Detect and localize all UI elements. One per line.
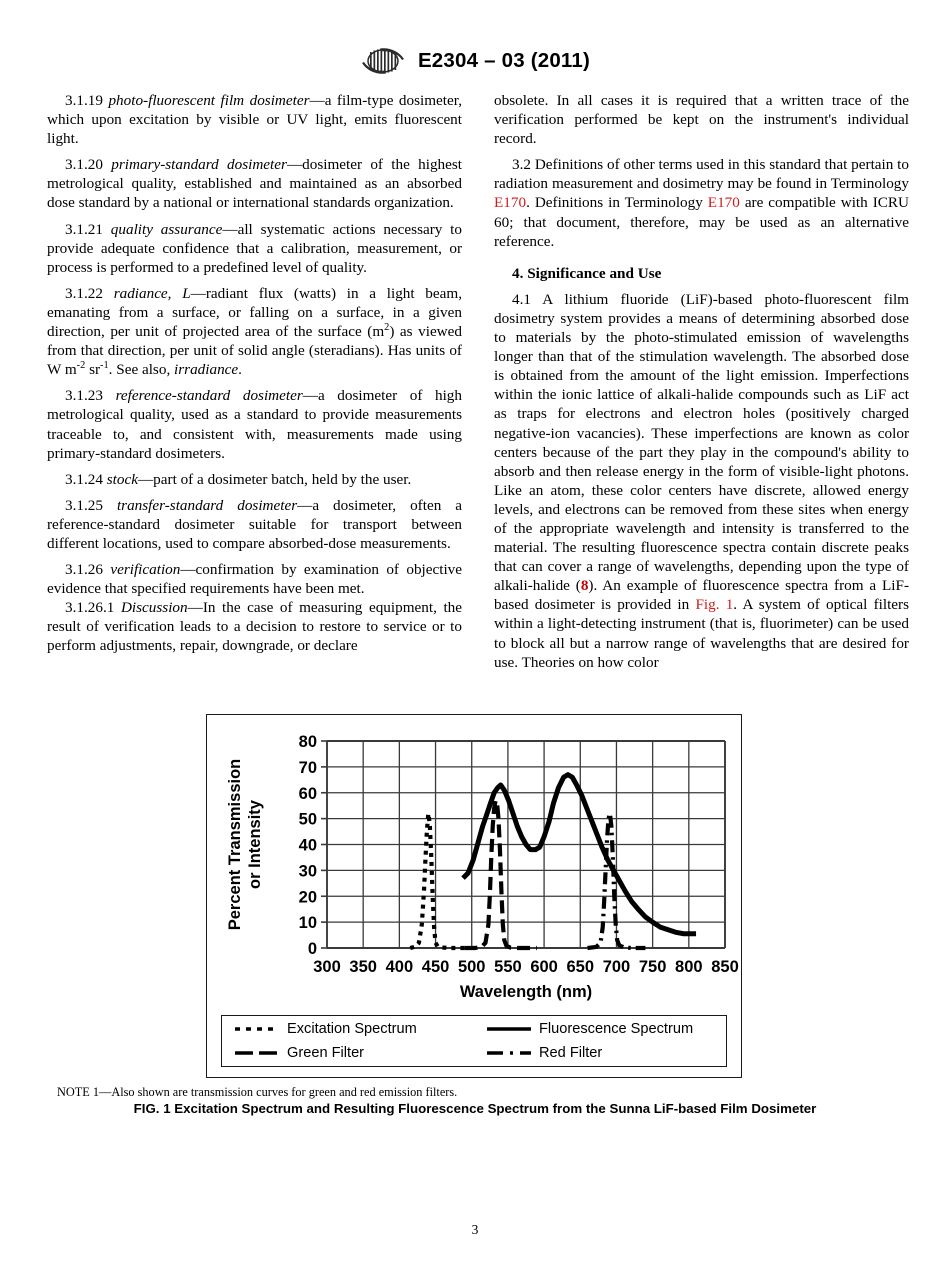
- svg-text:750: 750: [638, 958, 667, 976]
- definition-3-1-24: [47, 470, 462, 489]
- legend-label-excitation: Excitation Spectrum: [287, 1021, 417, 1037]
- standard-designation: E2304 – 03 (2011): [417, 49, 591, 72]
- dash-dot-line-icon: [486, 1048, 532, 1058]
- defined-term: transfer-standard dosimeter: [116, 496, 298, 514]
- defined-term: stock: [106, 470, 138, 488]
- defined-term: quality assurance: [110, 220, 223, 238]
- definition-3-1-26: [47, 560, 462, 598]
- clause-number: 3.1.25: [65, 496, 103, 514]
- svg-text:70: 70: [298, 758, 317, 777]
- svg-text:400: 400: [385, 958, 414, 976]
- page-number: 3: [471, 1222, 479, 1237]
- legend-item-red-filter: [474, 1041, 726, 1065]
- legend-label-green-filter: Green Filter: [287, 1045, 365, 1061]
- paragraph-text: are compatible with ICRU 60; that document, therefore, may be used as an alternative reference.: [494, 194, 909, 250]
- svg-text:550: 550: [494, 958, 522, 976]
- note-text: —Also shown are transmission curves for green and red emission filters.: [99, 1085, 458, 1099]
- clause-number: 3.1.22: [65, 284, 103, 302]
- reference-number-8[interactable]: 8: [580, 577, 589, 595]
- definition-body: —part of a dosimeter batch, held by the user.: [137, 470, 412, 488]
- definition-body: —all systematic actions necessary to provide adequate confidence that a calibration, measurement, or process is performed to a predefined level of quality.: [47, 220, 463, 276]
- definition-body: —confirmation by examination of objective evidence that specified requirements have been met.: [47, 561, 463, 598]
- left-column: [47, 91, 462, 672]
- dotted-line-icon: [234, 1024, 280, 1034]
- definition-3-1-26-1: [47, 598, 462, 655]
- svg-text:Wavelength (nm): Wavelength (nm): [459, 983, 593, 1001]
- paragraph-text: A lithium fluoride (LiF)-based photo-fluorescent film dosimetry system provides a means of determining absorbed dose to materials by the photo-stimulated emission of wavelengths longer than that of the stimulation wavelength. The absorbed dose is obtained from the amount of the light emission. Imperfections within the ionic lattice of alkali-halide compounds such as LiF act as traps for electrons and electron holes (positively charged negative-ion vacancies). These imperfections are known as color centers because of the part they play in the compound's ability to absorb and then release energy in the form of visible-light photons. Like an atom, these color centers have discrete, allowed energy levels, and electrons can be removed from these sites when energy of the appropriate wavelength and intensity is transferred to the material. The resulting fluorescence spectra contain discrete peaks that can cover a range of wavelengths, depending upon the type of alkali-halide (: [494, 290, 909, 595]
- dashed-line-icon: [234, 1048, 280, 1058]
- svg-text:20: 20: [298, 888, 317, 907]
- clause-number: 3.1.26.1: [65, 599, 115, 617]
- definition-3-1-21: [47, 220, 462, 277]
- definition-3-1-20: [47, 155, 462, 212]
- paragraph-4-1: [494, 290, 909, 672]
- legend-item-fluorescence: [474, 1017, 726, 1041]
- definition-body: —a film-type dosimeter, which upon excitation by visible or UV light, emits fluorescent light.: [47, 92, 462, 148]
- figure-note: [57, 1085, 907, 1100]
- svg-text:50: 50: [298, 810, 317, 829]
- svg-text:600: 600: [530, 958, 558, 976]
- clause-number: 4.1: [512, 290, 531, 308]
- clause-number: 3.1.26: [65, 561, 103, 579]
- page-header: [0, 46, 950, 76]
- definition-body: —dosimeter of the highest metrological quality, established and maintained as an absorbed dose standard by a national or international standards organization.: [47, 156, 463, 212]
- legend-item-green-filter: [222, 1041, 474, 1065]
- section-heading-4: 4. Significance and Use: [512, 264, 662, 282]
- svg-text:80: 80: [298, 733, 317, 751]
- svg-text:700: 700: [602, 958, 631, 976]
- paragraph-text: ). An example of fluorescence spectra from a LiF-based dosimeter is provided in: [494, 577, 909, 614]
- link-figure-1[interactable]: Fig. 1: [695, 596, 734, 614]
- figure-caption: FIG. 1 Excitation Spectrum and Resulting Fluorescence Spectrum from the Sunna LiF-based Film Dosimeter: [133, 1101, 817, 1116]
- definition-3-1-25: [47, 496, 462, 553]
- spectra-chart: [207, 715, 741, 1005]
- astm-logo-icon: [360, 46, 406, 76]
- defined-term: Discussion: [120, 599, 188, 617]
- defined-term: reference-standard dosimeter: [115, 387, 303, 405]
- link-e170-first[interactable]: E170: [494, 194, 527, 212]
- definition-3-1-19: [47, 91, 462, 148]
- clause-number: 3.1.24: [65, 470, 103, 488]
- definition-body: —In the case of measuring equipment, the result of verification leads to a decision to restore to service or to perform adjustments, repair, downgrade, or declare: [47, 599, 463, 655]
- svg-text:850: 850: [711, 958, 739, 976]
- definition-3-1-22: 3.1.22 radiance, L—radiant flux (watts) in a light beam, emanating from a surface, or falling on a surface, in a given direction, per unit of projected area of the surface $(m^2)$ as viewed from that direction, per unit of solid angle (steradians). Has units of W $m^{-2}$ $sr^{-1}$. See also, irradiance.: [47, 284, 462, 379]
- paragraph-text: . Definitions in Terminology: [526, 194, 708, 212]
- paragraph-text: Definitions of other terms used in this standard that pertain to radiation measurement and dosimetry may be found in Terminology: [494, 156, 909, 193]
- svg-text:60: 60: [298, 784, 317, 803]
- legend-item-excitation: [222, 1017, 474, 1041]
- body-columns: [47, 91, 909, 672]
- clause-number: 3.1.20: [65, 156, 103, 174]
- svg-text:450: 450: [421, 958, 450, 976]
- definition-3-1-23: [47, 386, 462, 462]
- svg-text:500: 500: [457, 958, 486, 976]
- solid-line-icon: [486, 1024, 532, 1034]
- note-label: NOTE 1: [57, 1085, 100, 1099]
- definition-body: —a dosimeter, often a reference-standard dosimeter suitable for transport between different locations, used to compare absorbed-dose measurements.: [47, 496, 463, 552]
- defined-term: primary-standard dosimeter: [111, 156, 287, 174]
- paragraph-continuation: obsolete. In all cases it is required that a written trace of the verification performed be kept on the instrument's individual record.: [494, 92, 909, 148]
- legend-label-fluorescence: Fluorescence Spectrum: [539, 1021, 694, 1037]
- clause-number: 3.2: [512, 156, 531, 174]
- defined-term: verification: [110, 561, 181, 579]
- clause-number: 3.1.21: [65, 220, 103, 238]
- defined-term: radiance, L: [113, 284, 191, 302]
- svg-text:0: 0: [307, 940, 317, 958]
- svg-text:30: 30: [298, 862, 317, 881]
- figure-1-container: [206, 714, 742, 1078]
- clause-number: 3.1.23: [65, 387, 103, 405]
- right-column: [494, 91, 909, 672]
- chart-legend: [221, 1015, 727, 1067]
- defined-term: photo-fluorescent film dosimeter: [108, 92, 310, 109]
- link-e170-second[interactable]: E170: [707, 194, 740, 212]
- clause-number: 3.1.19: [65, 92, 103, 109]
- svg-text:350: 350: [349, 958, 377, 976]
- svg-text:Percent Transmission: Percent Transmission: [226, 758, 244, 931]
- svg-text:650: 650: [566, 958, 595, 976]
- definition-body: —a dosimeter of high metrological quality, used as a standard to provide measurements traceable to, and consistent with, measurements made using primary-standard dosimeters.: [47, 387, 462, 462]
- svg-text:10: 10: [298, 914, 317, 933]
- svg-text:or Intensity: or Intensity: [246, 800, 264, 889]
- svg-text:40: 40: [298, 836, 317, 855]
- svg-text:300: 300: [313, 958, 341, 976]
- svg-text:800: 800: [675, 958, 703, 976]
- paragraph-3-2: [494, 155, 909, 250]
- paragraph-text: . A system of optical filters within a light-detecting instrument (that is, fluorimeter) can be used to block all but a narrow range of wavelengths that are desired for use. Theories on how color: [494, 596, 909, 671]
- legend-label-red-filter: Red Filter: [539, 1045, 603, 1061]
